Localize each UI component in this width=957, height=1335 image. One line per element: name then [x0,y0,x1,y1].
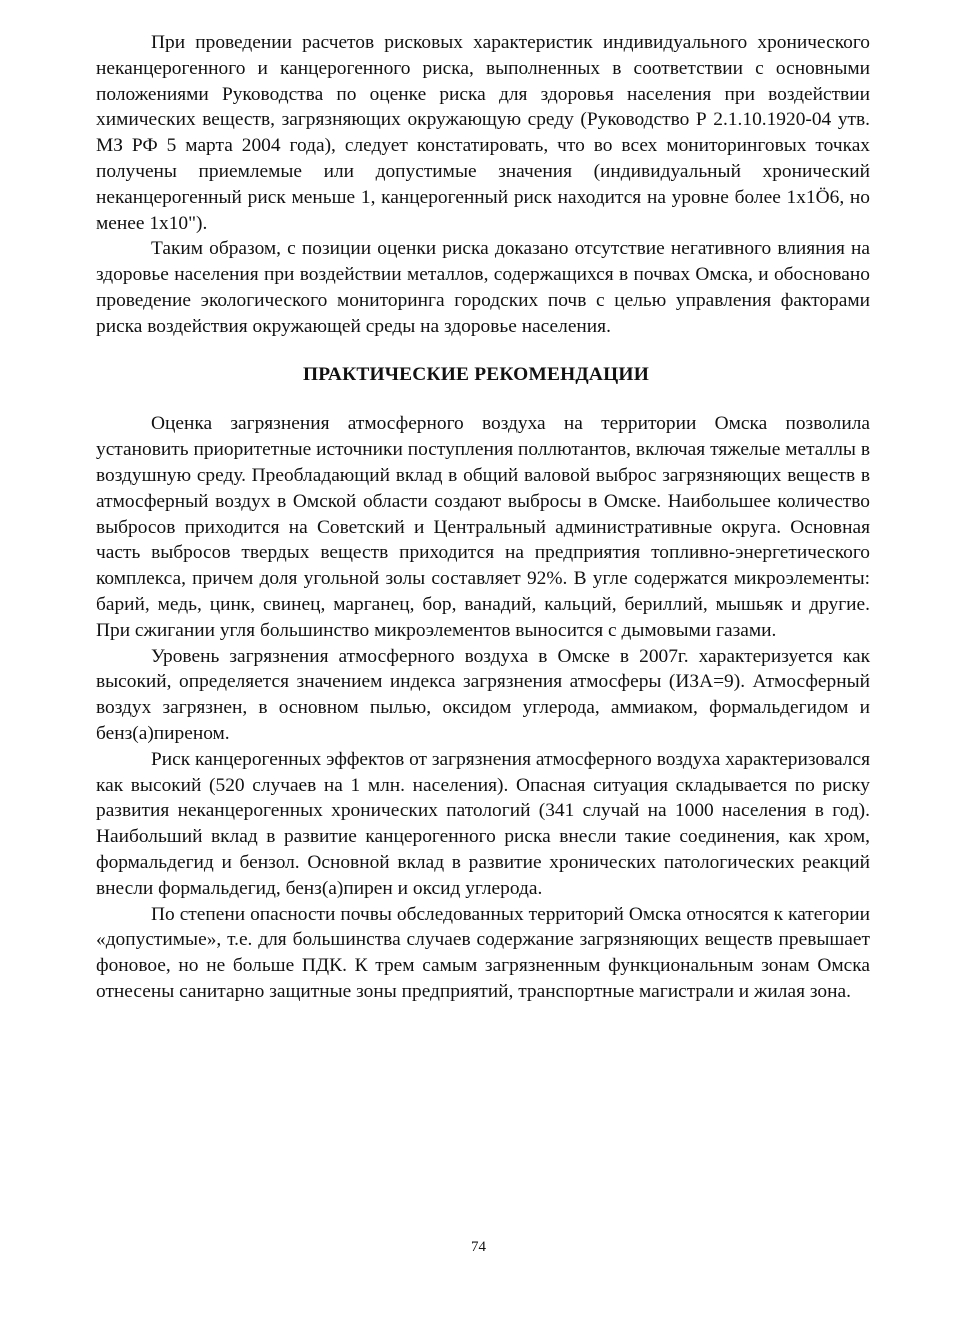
paragraph-risk-conclusion: Таким образом, с позиции оценки риска доказано отсутствие негативного влияния на здоровье населения при воздействии металлов, содержащихся в почвах Омска, и обосновано проведение экологического мониторинга городских почв с целью управления факторами риска воздействия окружающей среды на здоровье населения. [96,238,870,337]
paragraph-risk-calculation: При проведении расчетов рисковых характеристик индивидуального хронического неканцерогенного и канцерогенного риска, выполненных в соответствии с основными положениями Руководства по оценке риска для здоровья населения при воздействии химических веществ, загрязняющих окружающую среду (Руководство Р 2.1.10.1920-04 утв. МЗ РФ 5 марта 2004 года), следует констатировать, что во всех мониторинговых точках получены приемлемые или допустимые значения (индивидуальный хронический неканцерогенный риск меньше 1, канцерогенный риск находится на уровне более 1x1Ӧ6, но менее 1x10"). [96,32,870,234]
paragraph-air-pollution-level: Уровень загрязнения атмосферного воздуха в Омске в 2007г. характеризуется как высокий, определяется значением индекса загрязнения атмосферы (ИЗА=9). Атмосферный воздух загрязнен, в основном пылью, оксидом углерода, аммиаком, формальдегидом и бенз(а)пиреном. [96,645,870,744]
page-body [96,30,870,1005]
paragraph-air-pollution-sources: Оценка загрязнения атмосферного воздуха на территории Омска позволила установить приоритетные источники поступления поллютантов, включая тяжелые металлы в воздушную среду. Преобладающий вклад в общий валовой выброс загрязняющих веществ в атмосферный воздух в Омской области создают выбросы в Омске. Наибольшее количество выбросов приходится на Советский и Центральный административные округа. Основная часть выбросов твердых веществ приходится на предприятия топливно-энергетического комплекса, причем доля угольной золы составляет 92%. В угле содержатся микроэлементы: барий, медь, цинк, свинец, марганец, бор, ванадий, кальций, бериллий, мышьяк и другие. При сжигании угля большинство микроэлементов выносится с дымовыми газами. [96,413,870,641]
paragraph-soil-hazard: По степени опасности почвы обследованных территорий Омска относятся к категории «допустимые», т.е. для большинства случаев содержание загрязняющих веществ превышает фоновое, но не больше ПДК. К трем самым загрязненным функциональным зонам Омска отнесены санитарно защитные зоны предприятий, транспортные магистрали и жилая зона. [96,903,870,1002]
paragraph-carcinogenic-risk: Риск канцерогенных эффектов от загрязнения атмосферного воздуха характеризовался как высокий (520 случаев на 1 млн. населения). Опасная ситуация складывается по риску развития неканцерогенных хронических патологий (341 случай на 1000 населения в год). Наибольший вклад в развитие канцерогенного риска внесли такие соединения, как хром, формальдегид и бензол. Основной вклад в развитие хронических патологических реакций внесли формальдегид, бенз(а)пирен и оксид углерода. [96,748,870,899]
section-heading: ПРАКТИЧЕСКИЕ РЕКОМЕНДАЦИИ [303,363,649,385]
page-number: 74 [471,1239,486,1255]
